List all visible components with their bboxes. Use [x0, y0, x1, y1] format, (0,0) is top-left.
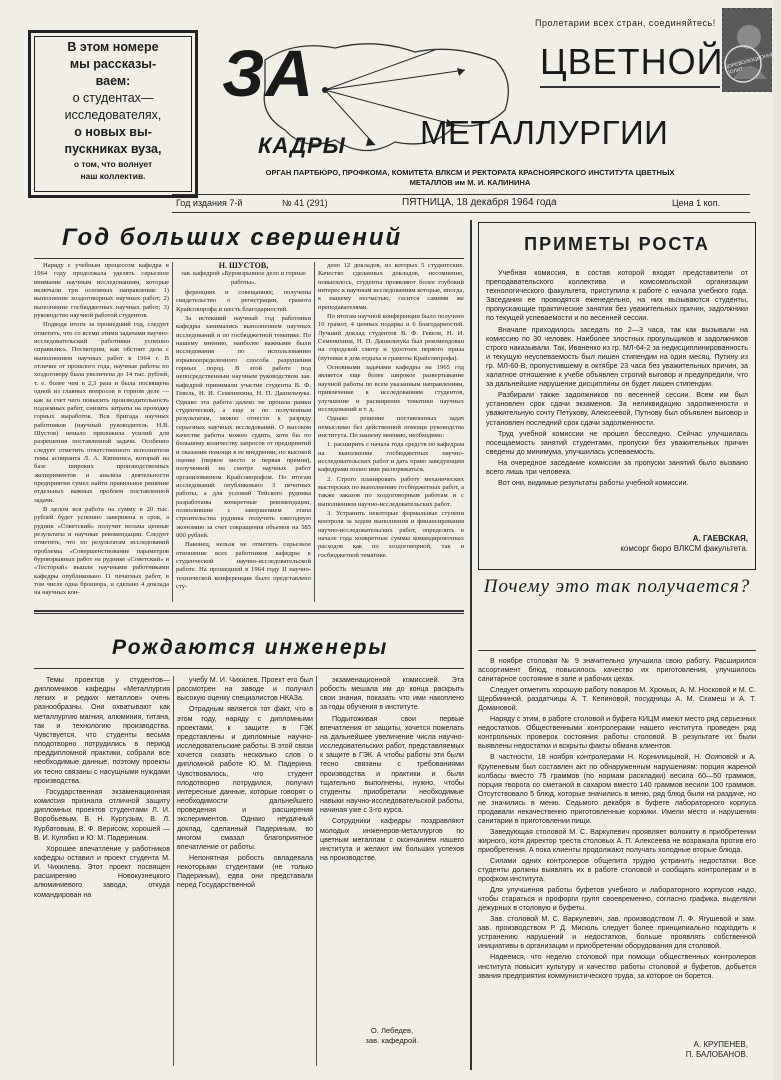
teaser-line: о новых вы-: [74, 125, 152, 139]
author-signature: Н. ШУСТОВ,: [218, 261, 269, 270]
article4-col1: [34, 676, 170, 1066]
article4-col2: [177, 676, 313, 1066]
stamp-portrait-icon: [723, 9, 780, 91]
paragraph: учебу М. И. Чихилев. Проект его был рассмотрен на заводе и получил высокую оценку специалистов НКАЗа.: [177, 676, 313, 703]
paragraph: Для улучшения работы буфетов учебного и лабораторного корпусов надо, чтобы стараться и профорги групп своевременно, согласно графика, выделяли дежурных в столовую и буфеты.: [478, 885, 756, 913]
article1-col1: [34, 262, 169, 602]
stamp-postmark-text: ДОРЕВОЛЮЦИОННЫЙ ПОЛИТ: [724, 50, 780, 77]
paragraph: За истекший научный год работники кафедры занимались выполнением научных исследований и по госбюджетной тематике. По нашему мнению, наиболее важными были исследования по использованию взрывоопределенного способа разрушения горных пород. В этой работе под непосредственным научным руководством зав. кафедрой принимали участие студенты В. Ф. Гевель, Н. И. Семенихина, Н. П. Дашильчука. Однако эта работа далеко не прошла рамки студенческой, а еще и по полученным результатам, можно отнести к разряду серьезных научных исследований. О высоком качестве работы можно судить, хотя бы по большому количеству запросов от предприятий и оказании помощи в ее внедрении, по высокой оценке (первое место и первая премия), полученной на смотре научных работ организованном Крайсовпрофом. По итогам исследований опубликовано 3 печатных работы, а для условий Тейского рудника разработаны конкретные рекомендации, позволившие с завершением этапа строительства рудника получить ежегодную экономию за счет сокращения объемов на 585 000 рублей.: [176, 315, 311, 539]
article4-headline: Рождаются инженеры: [112, 636, 389, 659]
article4-col3: [320, 676, 464, 1016]
subtitle-line: МЕТАЛЛОВ им М. И. КАЛИНИНА: [409, 178, 531, 187]
paragraph: В частности, 18 ноября контролерами Н. Корнилицыной, Н. Осиповой и А. Крупеневым был составлен акт по обнаруженным нарушениям: порция жареной колбасы вместо 75 граммов (по нормам раскладки) весила 60—50 граммов, порция творога со сметаной в сахаром вместо 140 граммов весили 100 граммов. Отсутствовало 5 блюд, которые значились в меню, ряд блюд были на раздаче, но не значились в меню. Седьмого декабря в буфете лабораторного корпуса продавали некачественно приготовленные коржики. Имели место и нарушения санитарии в приготовлении пищи.: [478, 752, 756, 825]
article1-col2: [176, 262, 311, 602]
paragraph: Государственная экзаменационная комиссия признала отличной защиту дипломных проектов студентами Л. И. Воробьевым, В. Н. Кургузым, В. Л. Курбатовым, В. Ф. Верисом; хорошей — В. И. Кулябко и Ю. М. Падериным.: [34, 787, 170, 842]
signature-name: О. Лебедев,: [370, 1026, 414, 1035]
signature-role: комсорг бюро ВЛКСМ факультета.: [620, 544, 748, 553]
paragraph: Сотрудники кафедры поздравляют молодых инженеров-металлургов по цветным металлам с окончанием нашего института и желают им больших успехов на производстве.: [320, 817, 464, 862]
article2-body: [486, 268, 748, 526]
paragraph: Хорошее впечатление у работников кафедры оставил и проект студента М. И. Чихилева. Этот проект посвящен расширению Новокузнецкого алюминиевого завода, откуда командирован на: [34, 844, 170, 899]
teaser-lines: [37, 39, 189, 182]
paragraph: 2. Строго планировать работу механических мастерских по выполнению госбюджетных работ, а также заказов по хоздоговорным работам и с выполнением научно-исследовательских работ.: [318, 475, 464, 508]
paragraph: Заведующая столовой М. С. Варкулевич проявляет волокиту в приобретении жирного, хотя директор треста столовых А. П. Алексеева не возражала против его приобретения. А пока клиенты продолжают получать холодные вторые блюда.: [478, 826, 756, 854]
paragraph: Наконец, нельзя не отметить серьезное отношение всех работников кафедры к студенческой научно-исследовательской работе. На прошедшей в 1964 году II научно-технической конференции было представлено сту-: [176, 541, 311, 591]
teaser-line: исследователях,: [64, 108, 162, 122]
paragraph: Подводя итоги за прошедший год, следует отметить, что со всеми этими задачами научно-исследовательский работники успешно справились. Посмотрим, как обстоит дела с выполнением научных работ в 1964 г. В отличие от прошлого года, научные работы по хоздоговору была увеличена до 14 тыс. рублей, т. е. более чем в 2,3 раза и была посвящена одной из главных вопросов в горном деле — как за счет чего повысить производительность подземных работ, снизить затраты на проходку горных выработок. Вся бригада научных работников (научный руководитель Н.В. Шустов) немало приложила усилий для разрешения поставленной задачи. Особенно следует отметить ответственного исполнителя темы аспиранта Л. А. Кипиниса, который на базе широких производственных экспериментов и анализа деятельности предприятия сумел найти правильное решение отдельных важных проблем поставленной задачи.: [34, 321, 169, 504]
paragraph: В ноябре столовая № 9 значительно улучшила свою работу. Расширился ассортимент блюд, повысилось качество их приготовления, улучшилось санитарное состояние в зале и рабочих цехах.: [478, 656, 756, 684]
paragraph: Разбирали также задолжников по весенней сессии. Всем им был установлен срок сдачи экзаменов. За неликвидацию задолженности и уважительную сочту Петухову, Алексеевой, Путнову был объявлен выговор и установлен последний срок сдачи задолженности.: [486, 390, 748, 427]
paragraph: По итогам научной конференции было получено 10 грамот, 4 ценных подарка и 6 благодарностей. Лучший доклад студентов В. Ф. Гевеля, Н. И. Семенихина, Н. П. Дашильчука был рекомендован на городской смотр и удостоен первого приза (путевки в дом отдыха и грамоты Крайсовпрофа).: [318, 313, 464, 362]
teaser-line: о том, что волнует: [73, 159, 153, 169]
teaser-box: [28, 30, 198, 198]
issue-bar: [172, 196, 750, 212]
slogan: Пролетарии всех стран, соединяйтесь!: [535, 18, 716, 28]
paragraph: 3. Устранить некоторые формальные ступени контроля за ходом выполнения и финансирования научно-исследовательских работ, определить в начале года конкретные суммы командировочных расходов как по хоздоговорной, так и госбюджетной тематике.: [318, 509, 464, 559]
paragraph: Темы проектов у студентов—дипломников кафедры «Металлургия легких и редких металлов» очень разнообразны. Они охватывают как металлургию магния, алюминия, титана, так и технологию производства. Чувствуется, что студенты весьма плодотворно потрудились в период преддипломной практики, собрали все необходимые данные, поэтому проекты их тесно связаны с насущными нуждами производства.: [34, 676, 170, 785]
signature-role: зав. кафедрой.: [365, 1036, 419, 1045]
paragraph: Подытоживая свои первые впечатления от защиты, хочется пожелать на дальнейшее увеличение числа научно-исследовательских работ, представляемых к защите в ГЭК. А чтобы работы эти были тесно связаны с требованиями производства и практики и были тщательно выполнены, нужно, чтобы студенты приобретали необходимые навыки научно-исследовательской работы, начиная уже с 3-го курса.: [320, 714, 464, 815]
issue-date: ПЯТНИЦА, 18 декабря 1964 года: [402, 197, 557, 208]
title-metallurgii: МЕТАЛЛУРГИИ: [420, 114, 669, 151]
paragraph: Труд учебной комиссии не прошел бесследно. Сейчас улучшилась посещаемость занятий студентами, пропуски без уважительных причин сведены до минимума, улучшилась успеваемость.: [486, 428, 748, 456]
paragraph: Отрадным является тот факт, что в этом году, наряду с дипломными проектами, к защите в ГЭК представлены и дипломные научно-исследовательские работы. В этой связи хочется сказать несколько слов о дипломной работе Ю. М. Падерина. Чувствовалось, что студент плодотворно потрудился, получил интересные данные, которые говорят о необходимости дальнейшего проведения и расширения экспериментов. Однако неудачный доклад, сделанный Падериным, во многом смазал благоприятное впечатление от работы.: [177, 705, 313, 851]
author-position: зав. кафедрой «Буровзрывное дело и горные работы».: [181, 270, 306, 286]
paragraph: Зав. столовой М. С. Варкулевич, зав. производством Л. Ф. Ягушевой и зам. зав. производством Р. Д. Мисюль следует более принципиально подходить к устранению нарушений и недостатков, больше проявлять собственной инициативы в организации и приобретении оборудования для столовой.: [478, 914, 756, 951]
paragraph: ференциях и совещаниях; получены свидетельство о регистрации, грамота Крайсовпрофа и шесть благодарностей.: [176, 289, 311, 313]
paragraph: В целом вся работа на сумму в 20 тыс. рублей будет успешно завершена в срок, а рудник «Советский» получит весьма ценные результаты и научные рекомендации. Следует отметить, что по результатам исследований проблемы «Совершенствование параметров буровзрывных работ на руднике «Советский» и «Тесторый» вышли научными работниками кафедры опубликовано 11 печатных работ, в том числе одна брошюра, и сделано 4 доклада на научных кон-: [34, 505, 169, 597]
teaser-line: ваем:: [95, 74, 131, 88]
paragraph: Вот они, видимые результаты работы учебной комиссии.: [498, 478, 689, 488]
article3-signature: [478, 1040, 748, 1060]
teaser-line: мы рассказы-: [69, 57, 157, 71]
paragraph: экзаменационной комиссией. Эта робость мешала им до конца раскрыть свои знания, показать что ими накоплено за годы обучения в институте.: [320, 676, 464, 712]
article3-body: [478, 656, 756, 1028]
teaser-line: пускниках вуза,: [64, 142, 162, 156]
issue-price: Цена 1 коп.: [672, 198, 721, 208]
article1-col3: [318, 262, 464, 602]
issue-number: № 41 (291): [282, 198, 328, 208]
teaser-line: о студентах—: [72, 91, 154, 105]
paragraph: дено 12 докладов, из которых 5 студентских. Качество сделанных докладов, несомненно, повысилось, студенты проявляют более глубокий интерес к научным исследованиям которые, иногда, к нашему несчастью, гасится самими же преподавателями.: [318, 262, 465, 311]
paragraph: Учебная комиссия, в состав которой входят представители от преподавательского коллектива и комсомольской организации технологического факультета, приступила к работе с начала учебного года. Заседания ее проводятся еженедельно, на них вызываются студенты, пропускающие практические занятия без уважительных причин, задолжники по текущей успеваемости и по весенней сессии.: [486, 268, 748, 323]
paragraph: Силами одних контролеров общепита трудно устранить недостатки. Все студенты должны выявлять их в работе столовой и сообщать контролерам и в профком института.: [478, 855, 756, 884]
article3-headline: Почему это так получается?: [483, 576, 751, 597]
teaser-line: наш коллектив.: [80, 171, 146, 181]
subtitle-line: ОРГАН ПАРТБЮРО, ПРОФКОМА, КОМИТЕТА ВЛКСМ И РЕКТОРАТА КРАСНОЯРСКОГО ИНСТИТУТА ЦВЕТНЫХ: [265, 168, 675, 177]
signature-name: А. ГАЕВСКАЯ,: [692, 534, 748, 543]
paragraph: Наряду с этим, в работе столовой и буфета КИЦМ имеют место ряд серьезных недостатков. Общественными контролерами нашего института проведен ряд контрольных проверок состояния работы столовой. В результате их были выявлены недостатки и вскрыты факты обмана клиентов.: [478, 714, 756, 751]
paragraph: Непонятная робость овладевала некоторыми студентами (не только Падериным), едва они представали перед Государственной: [177, 853, 313, 890]
paragraph: 1. расширить с начала года средств по кафедрам на выполнение госбюджетных научно-исследовательских работ и дать право заведующим кафедрами полно ими распоряжаться.: [318, 441, 464, 474]
title-tsvetnoy: ЦВЕТНОЙ: [540, 41, 724, 82]
title-kadry: КАДРЫ: [258, 133, 346, 158]
masthead-subtitle: [200, 168, 740, 188]
teaser-line: В этом номере: [67, 40, 159, 54]
paragraph: Основными задачами кафедры на 1965 год является еще более широкое развертывание научной работы по всем указанным направлениям, привлечение к исследованиям студентов, улучшение и расширение тематики научных исследований и т. д.: [318, 364, 464, 413]
paragraph: Наряду с учебным процессом кафедра в 1964 году продолжала уделять серьезное внимание научным исследованиям, которые включали три основных направления: 1) выполнение хоздоговорных научных работ; 2) выполнение госбюджетных научных работ; 3) руководство научной работой студентов.: [34, 262, 169, 320]
article1-headline: Год больших свершений: [62, 224, 403, 251]
signature-name: П. БАЛОБАНОВ.: [685, 1050, 748, 1059]
postage-stamp: [722, 8, 780, 92]
issue-year: Год издания 7-й: [176, 198, 243, 208]
paragraph: Надеемся, что неделю столовой при помощи общественных контролеров института повысит культуру и качество работы столовой и буфетов, добьется звания предприятия коммунистического труда, за которое он борется.: [478, 952, 756, 980]
paragraph: На очередное заседание комиссии за пропуски занятий было вызвано всего лишь три человека.: [486, 457, 748, 476]
article2-headline: ПРИМЕТЫ РОСТА: [524, 234, 710, 254]
signature-name: А. КРУПЕНЕВ,: [693, 1040, 748, 1049]
paragraph: Однако решение поставленных задач немыслимо без действенной помощи руководства института. По нашему мнению, необходимо:: [318, 415, 464, 439]
article4-signature: [320, 1026, 464, 1046]
paragraph: Следует отметить хорошую работу поваров М. Хромых, А. М. Носковой и М. С. Щербининой, раздатчицы А. Т. Кепиновой, посудницы А. М. Скамеш и А. Т. Домановой.: [478, 685, 756, 713]
article2-signature: [486, 534, 748, 554]
paragraph: Вначале приходилось заседать по 2—3 часа, так как вызывали на комиссию по 30 человек. Наиболее злостных прогульщиков и задолжников строго наказывали. Так, Иваненко из гр. МЛ-64-2 за недисциплинированность и текущую неуспеваемость был лишен стипендии на один месяц. Путину из гр. МЛ-60-В, пропустившему в октябре 23 часа без уважительных причин, за халатное отношение к учебе объявлен строгий выговор и предупредили, что за дальнейшие нарушение дисциплины он будет лишен стипендии.: [486, 324, 748, 389]
title-za: ЗА: [222, 36, 315, 110]
